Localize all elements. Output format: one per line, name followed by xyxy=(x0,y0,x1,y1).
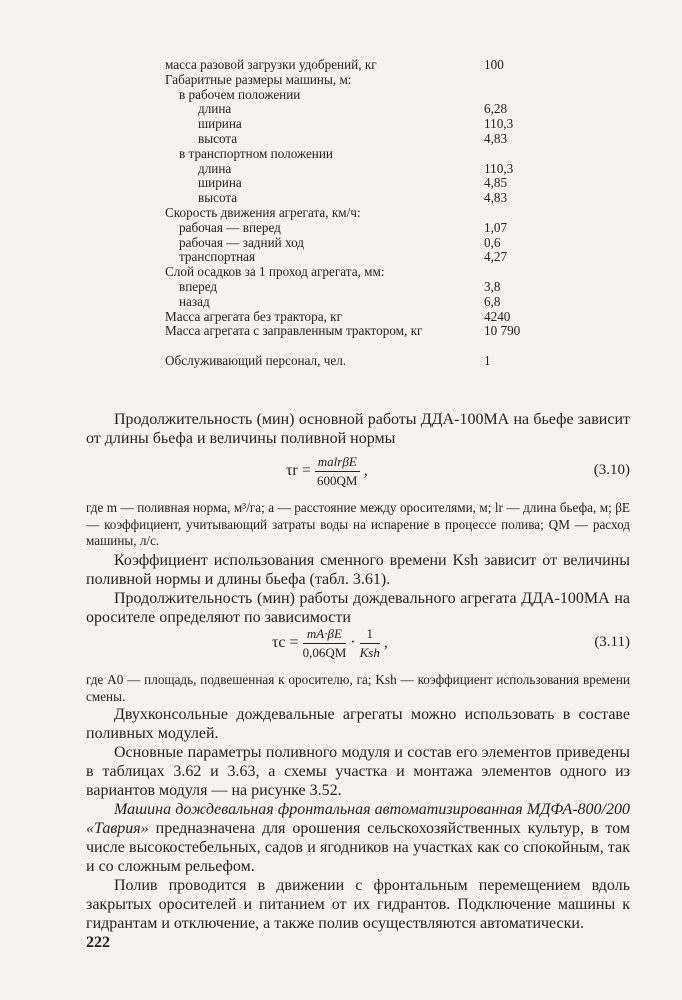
spec-label: назад xyxy=(179,293,210,309)
spec-label: ширина xyxy=(198,116,242,132)
spec-value: 3,8 xyxy=(484,278,501,294)
spec-label: высота xyxy=(198,190,238,206)
spec-label: Слой осадков за 1 проход агрегата, мм: xyxy=(165,264,385,280)
spec-label: рабочая — задний ход xyxy=(179,234,304,250)
eq2-denominator-1: 0,06QM xyxy=(302,645,347,660)
eq1-tail: , xyxy=(363,462,368,480)
spec-value: 4,27 xyxy=(484,249,508,265)
page-number: 222 xyxy=(86,934,110,951)
spec-row xyxy=(165,221,555,236)
spec-value: 10 790 xyxy=(484,323,521,339)
machine-name: Машина дождевальная фронтальная автоматизированная МДФА-800/200 «Таврия» xyxy=(86,801,630,837)
spec-label: Скорость движения агрегата, км/ч: xyxy=(165,204,361,220)
spec-label: вперед xyxy=(179,278,218,294)
paragraph-ksh xyxy=(86,551,630,627)
eq2-fraction-2 xyxy=(360,626,380,661)
spec-label: высота xyxy=(198,130,238,146)
spec-row xyxy=(165,324,555,354)
eq1-fraction xyxy=(315,454,360,489)
spec-row xyxy=(165,250,555,265)
spec-value: 6,8 xyxy=(484,293,501,309)
spec-label: Масса агрегата без трактора, кг xyxy=(165,308,343,324)
paragraph-text: предназначена для орошения сельскохозяйственных культур, в том числе высокостебельных, садов и ягодников на участках как со спокойным, так и со сложным рельефом. xyxy=(86,820,630,875)
spec-row xyxy=(165,236,555,251)
spec-value: 0,6 xyxy=(484,234,501,250)
spec-row xyxy=(165,310,555,325)
eq1-number: (3.10) xyxy=(593,462,630,478)
paragraph-text: Продолжительность (мин) основной работы ДДА-100МА на бьефе зависит от длины бьефа и величины поливной нормы xyxy=(86,411,630,447)
spec-row xyxy=(165,117,555,132)
spec-label: в транспортном положении xyxy=(179,145,333,161)
paragraph-text: Продолжительность (мин) работы дождевального агрегата ДДА-100МА на оросителе определяют по зависимости xyxy=(86,590,630,626)
spec-label: Габаритные размеры машины, м: xyxy=(165,71,352,87)
paragraph-text: Полив проводится в движении с фронтальным перемещением вдоль закрытых оросителей и питанием от их гидрантов. Подключение машины к гидрантам и отключение, а также полив осуществляются автоматически. xyxy=(86,877,630,932)
eq1-lhs: τr = xyxy=(286,462,311,480)
spec-value: 4,83 xyxy=(484,190,508,206)
where-text: где A0 — площадь, подвешенная к оросителю, га; Ksh — коэффициент использования времени смены. xyxy=(86,672,630,704)
spec-label: Обслуживающий персонал, чел. xyxy=(165,352,347,368)
spec-row xyxy=(165,354,555,369)
spec-row xyxy=(165,58,555,73)
spec-label: длина xyxy=(198,160,232,176)
spec-label: масса разовой загрузки удобрений, кг xyxy=(165,57,377,72)
spec-label: длина xyxy=(198,101,232,117)
paragraph-text: Основные параметры поливного модуля и состав его элементов приведены в таблицах 3.62 и 3.63, а схемы участка и монтажа элементов одного из вариантов модуля — на рисунке 3.52. xyxy=(86,744,630,799)
spec-label: в рабочем положении xyxy=(179,86,301,102)
where-block-1 xyxy=(86,500,630,550)
eq2-fraction-1 xyxy=(303,626,347,661)
spec-value: 110,3 xyxy=(484,116,514,132)
where-text: где m — поливная норма, м³/га; a — расстояние между оросителями, м; lr — длина бьефа, м; βE — коэффициент, учитывающий затраты воды на испарение в процессе полива; QM — расход машины, л/с. xyxy=(86,500,630,548)
spec-value: 4240 xyxy=(484,308,511,324)
spec-row xyxy=(165,73,555,88)
spec-row xyxy=(165,162,555,177)
eq2-lhs: τc = xyxy=(272,634,299,652)
where-block-2 xyxy=(86,672,630,705)
eq2-denominator-2: Ksh xyxy=(359,645,380,660)
spec-label: транспортная xyxy=(179,249,256,265)
spec-row xyxy=(165,132,555,147)
eq2-tail: , xyxy=(383,634,388,652)
spec-row xyxy=(165,147,555,162)
spec-row xyxy=(165,206,555,221)
eq2-number: (3.11) xyxy=(594,634,630,650)
spec-value: 4,85 xyxy=(484,175,508,191)
eq2-numerator-1: mA·βE xyxy=(303,626,347,644)
eq2-numerator-2: 1 xyxy=(360,626,380,644)
spec-row xyxy=(165,88,555,103)
paragraph-text: Двухконсольные дождевальные агрегаты можно использовать в составе поливных модулей. xyxy=(86,706,630,742)
spec-list xyxy=(165,58,555,369)
spec-value: 6,28 xyxy=(484,101,508,117)
paragraph-duration xyxy=(86,410,630,448)
eq1-denominator: 600QM xyxy=(317,473,358,488)
body-paragraphs xyxy=(86,705,630,933)
spec-row xyxy=(165,295,555,310)
spec-value: 1,07 xyxy=(484,219,508,235)
spec-row xyxy=(165,176,555,191)
eq1-numerator: malrβE xyxy=(315,454,360,472)
spec-value: 110,3 xyxy=(484,160,514,176)
equation-3-11: τc = $\frac{mA\cdot\beta E}{0,06QM}$ · $\frac{1}{\text{Ksh}}$ , (3.11) xyxy=(272,626,630,660)
spec-row xyxy=(165,191,555,206)
spec-row xyxy=(165,265,555,280)
paragraph-tavria xyxy=(86,800,630,876)
spec-label: ширина xyxy=(198,175,242,191)
spec-row xyxy=(165,102,555,117)
spec-row xyxy=(165,280,555,295)
paragraph-text: Коэффициент использования сменного времени Ksh зависит от величины поливной нормы и длины бьефа (табл. 3.61). xyxy=(86,552,630,588)
equation-3-10 xyxy=(86,452,630,492)
spec-value: 100 xyxy=(484,57,504,72)
spec-value: 4,83 xyxy=(484,130,508,146)
spec-label: рабочая — вперед xyxy=(179,219,281,235)
spec-value: 1 xyxy=(484,352,491,368)
spec-label: Масса агрегата с заправленным трактором, кг xyxy=(165,323,423,339)
